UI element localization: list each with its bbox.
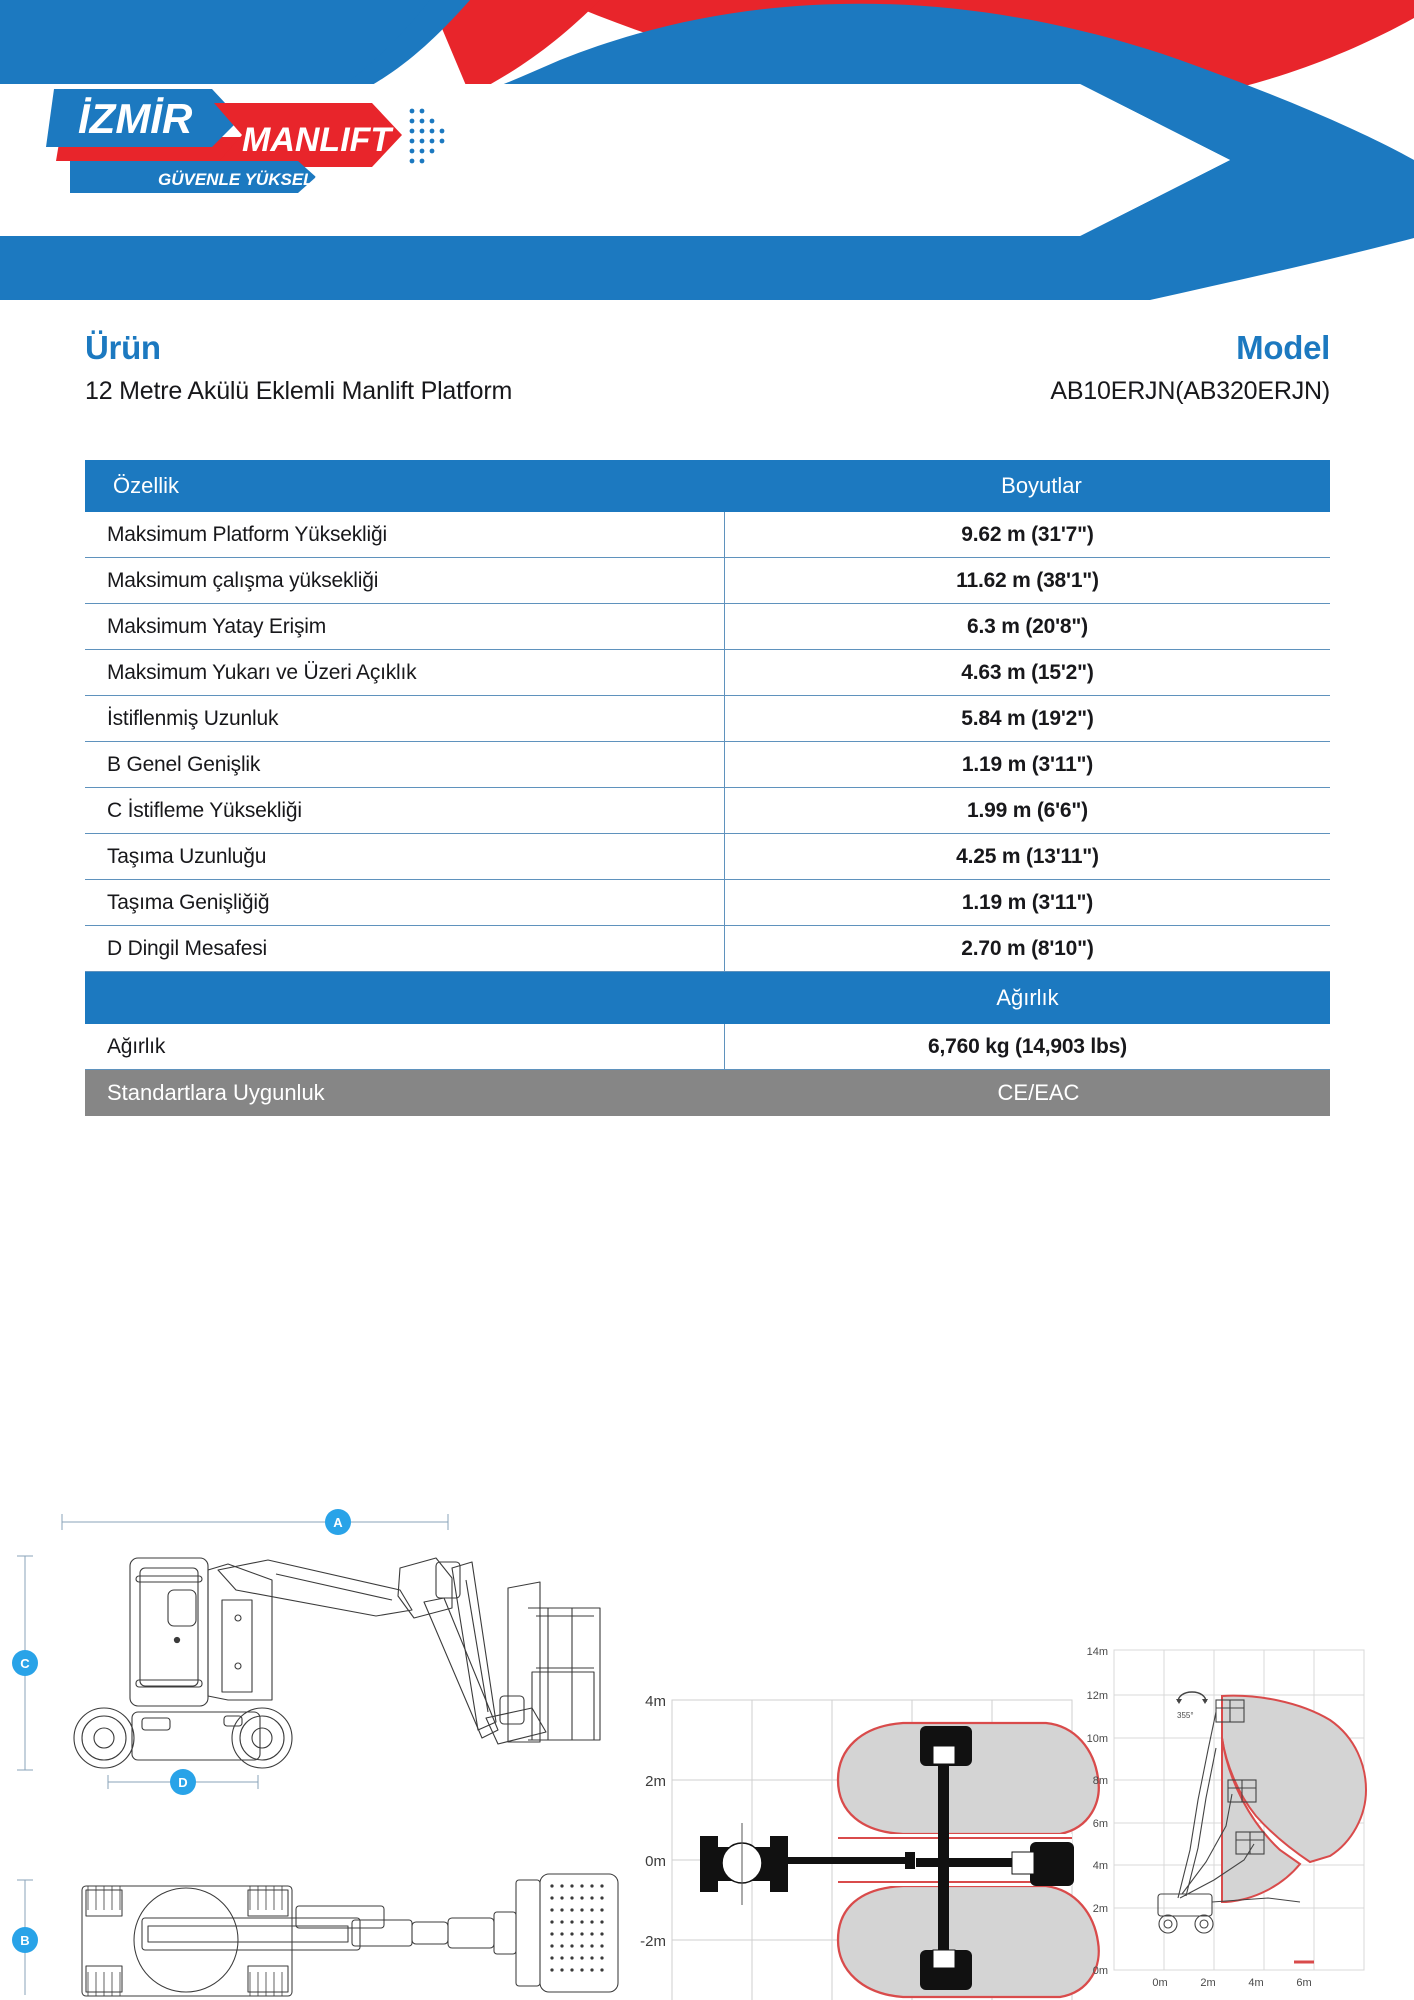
- side-y-tick-14m: 14m: [1086, 1646, 1108, 1658]
- table-row: [85, 834, 1330, 880]
- specification-table: [85, 460, 1330, 1116]
- side-y-tick-8m: 8m: [1092, 1775, 1108, 1787]
- side-x-tick-2m: 2m: [1200, 1977, 1216, 1989]
- side-y-tick-4m: 4m: [1092, 1860, 1108, 1872]
- row-feature: C İstifleme Yüksekliği: [85, 788, 725, 833]
- table-row: [85, 696, 1330, 742]
- row-feature: B Genel Genişlik: [85, 742, 725, 787]
- table-row: [85, 512, 1330, 558]
- svg-text:C: C: [20, 1656, 30, 1671]
- side-x-tick-0m: 0m: [1152, 1977, 1168, 1989]
- row-feature: Maksimum Yukarı ve Üzeri Açıklık: [85, 650, 725, 695]
- plan-y-tick-0m: 0m: [645, 1853, 666, 1870]
- logo-graphic: [30, 75, 530, 195]
- row-value: 6,760 kg (14,903 lbs): [928, 1034, 1127, 1058]
- table-header-row: [85, 460, 1330, 512]
- row-feature: Taşıma Genişliğiğ: [85, 880, 725, 925]
- row-feature: Ağırlık: [85, 1024, 725, 1069]
- row-value: 1.19 m (3'11"): [961, 890, 1094, 914]
- table-row: [85, 558, 1330, 604]
- dimension-marker-c: [12, 1650, 38, 1676]
- dot-pattern-icon: [410, 109, 445, 164]
- row-value: 5.84 m (19'2"): [961, 706, 1094, 730]
- row-value: 6.3 m (20'8"): [967, 614, 1088, 638]
- side-x-tick-6m: 6m: [1296, 1977, 1312, 1989]
- product-kicker: Ürün: [85, 329, 161, 366]
- table-row: [85, 788, 1330, 834]
- svg-text:B: B: [20, 1933, 30, 1948]
- model-code: AB10ERJN(AB320ERJN): [1050, 377, 1330, 406]
- side-y-tick-2m: 2m: [1092, 1903, 1108, 1915]
- row-feature: D Dingil Mesafesi: [85, 926, 725, 971]
- table-row: [85, 742, 1330, 788]
- dimension-marker-a: [325, 1509, 351, 1535]
- table-header-dimensions: Boyutlar: [1001, 473, 1082, 498]
- rotation-icon: [1176, 1692, 1208, 1704]
- row-value: 2.70 m (8'10"): [961, 936, 1094, 960]
- row-feature: Maksimum Yatay Erişim: [85, 604, 725, 649]
- table-row-weight: [85, 1024, 1330, 1070]
- row-feature: İstiflenmiş Uzunluk: [85, 696, 725, 741]
- side-envelope-chart: [1087, 1646, 1366, 1989]
- plan-y-tick-neg2m: -2m: [640, 1933, 666, 1950]
- side-x-tick-4m: 4m: [1248, 1977, 1264, 1989]
- svg-text:A: A: [333, 1515, 343, 1530]
- logo-text-izmir: İZMİR: [78, 95, 193, 142]
- dimension-marker-b: [12, 1927, 38, 1953]
- dimension-marker-d: [170, 1769, 196, 1795]
- machine-top-view: [82, 1874, 618, 1996]
- table-row: [85, 926, 1330, 972]
- row-value: 9.62 m (31'7"): [961, 522, 1094, 546]
- row-value: 1.19 m (3'11"): [961, 752, 1094, 776]
- product-model-header: [85, 330, 1330, 430]
- model-block: [1050, 330, 1330, 406]
- logo-text-tagline: GÜVENLE YÜKSELİN: [158, 170, 331, 189]
- product-name: 12 Metre Akülü Eklemli Manlift Platform: [85, 377, 513, 406]
- row-value: 11.62 m (38'1"): [956, 568, 1099, 592]
- weight-header-label: Ağırlık: [996, 985, 1059, 1010]
- table-row: [85, 604, 1330, 650]
- product-block: [85, 330, 512, 406]
- row-feature: Taşıma Uzunluğu: [85, 834, 725, 879]
- rotation-label: 355°: [1177, 1711, 1194, 1720]
- logo-text-manlift: MANLIFT: [242, 121, 392, 159]
- table-row: [85, 650, 1330, 696]
- diagram-graphic: [0, 1450, 1414, 2000]
- table-row: [85, 880, 1330, 926]
- row-value: 4.63 m (15'2"): [961, 660, 1094, 684]
- side-y-tick-12m: 12m: [1086, 1690, 1108, 1702]
- company-logo: [30, 75, 530, 195]
- plan-y-tick-2m: 2m: [645, 1773, 666, 1790]
- standards-row: [85, 1070, 1330, 1116]
- table-header-feature: Özellik: [113, 473, 180, 498]
- side-y-tick-0m: 0m: [1092, 1965, 1108, 1977]
- standards-label: Standartlara Uygunluk: [107, 1080, 325, 1105]
- machine-side-view: [17, 1514, 600, 1995]
- plan-envelope-chart: [640, 1693, 1099, 2000]
- row-feature: Maksimum çalışma yüksekliği: [85, 558, 725, 603]
- header-banner: [0, 0, 1414, 300]
- svg-text:D: D: [178, 1775, 188, 1790]
- side-y-tick-6m: 6m: [1092, 1818, 1108, 1830]
- side-y-tick-10m: 10m: [1086, 1733, 1108, 1745]
- standards-value: CE/EAC: [997, 1080, 1080, 1105]
- model-kicker: Model: [1236, 329, 1330, 366]
- weight-section-header: [85, 972, 1330, 1024]
- row-value: 4.25 m (13'11"): [956, 844, 1099, 868]
- plan-y-tick-4m: 4m: [645, 1693, 666, 1710]
- technical-diagrams: [0, 1450, 1414, 2000]
- row-feature: Maksimum Platform Yüksekliği: [85, 512, 725, 557]
- row-value: 1.99 m (6'6"): [967, 798, 1088, 822]
